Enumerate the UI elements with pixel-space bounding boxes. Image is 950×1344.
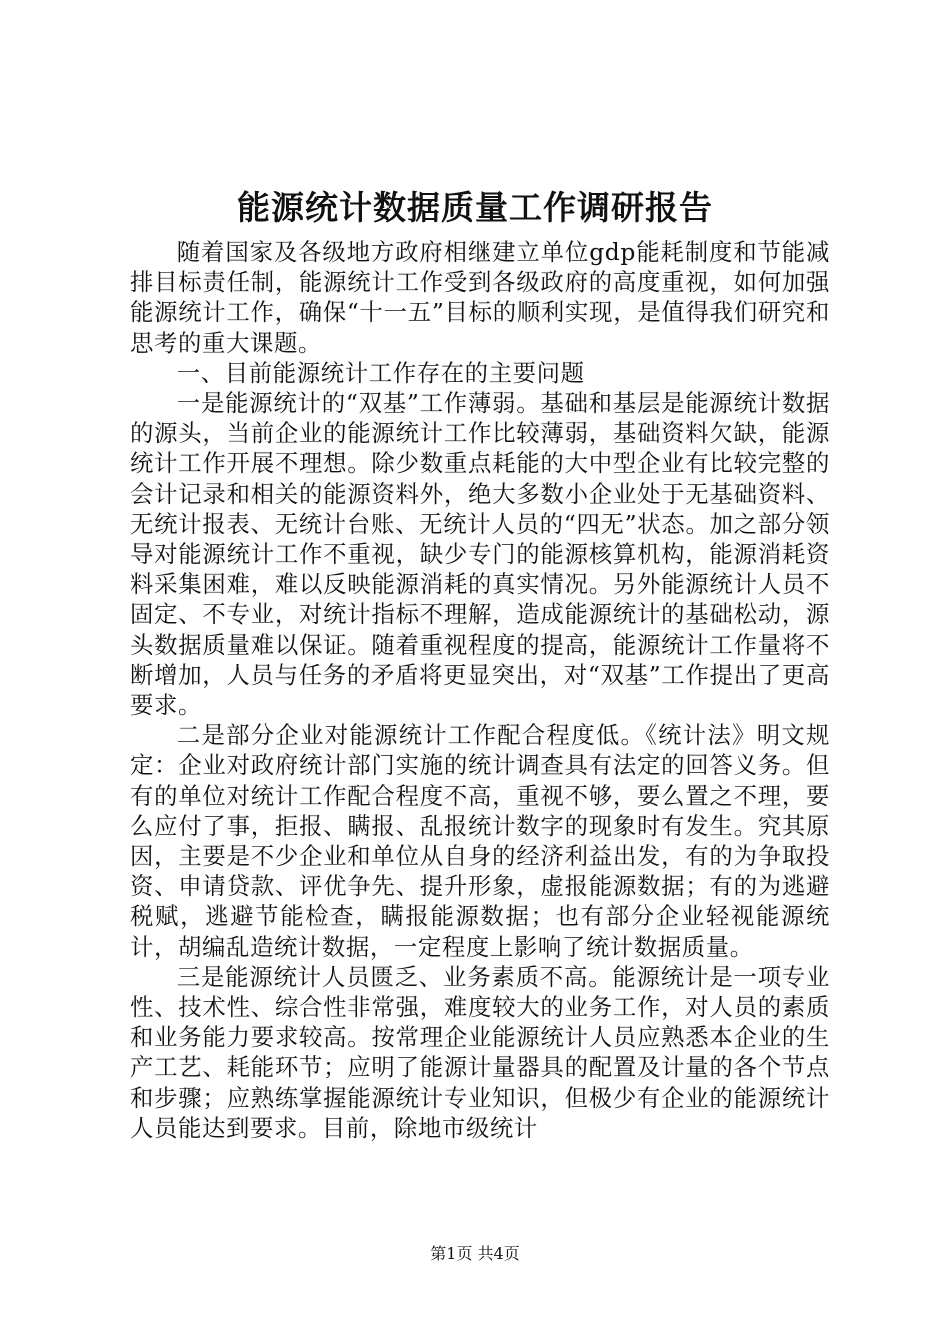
- intro-paragraph: 随着国家及各级地方政府相继建立单位gdp能耗制度和节能减排目标责任制，能源统计工作受到各级政府的高度重视，如何加强能源统计工作，确保“十一五”目标的顺利实现，是值得我们研究和思考的重大课题。: [130, 238, 830, 357]
- paragraph-point-two: 二是部分企业对能源统计工作配合程度低。《统计法》明文规定：企业对政府统计部门实施的统计调查具有法定的回答义务。但有的单位对统计工作配合程度不高，重视不够，要么置之不理，要么应付了事，拒报、瞒报、乱报统计数字的现象时有发生。究其原因，主要是不少企业和单位从自身的经济利益出发，有的为争取投资、申请贷款、评优争先、提升形象，虚报能源数据；有的为逃避税赋，逃避节能检查，瞒报能源数据；也有部分企业轻视能源统计，胡编乱造统计数据，一定程度上影响了统计数据质量。: [130, 721, 830, 961]
- document-body: [130, 237, 830, 1143]
- page-number-footer: 第1页 共4页: [430, 1244, 520, 1263]
- paragraph-point-one: 一是能源统计的“双基”工作薄弱。基础和基层是能源统计数据的源头，当前企业的能源统计工作比较薄弱，基础资料欠缺，能源统计工作开展不理想。除少数重点耗能的大中型企业有比较完整的会计记录和相关的能源资料外，绝大多数小企业处于无基础资料、无统计报表、无统计台账、无统计人员的“四无”状态。加之部分领导对能源统计工作不重视，缺少专门的能源核算机构，能源消耗资料采集困难，难以反映能源消耗的真实情况。另外能源统计人员不固定、不专业，对统计指标不理解，造成能源统计的基础松动，源头数据质量难以保证。随着重视程度的提高，能源统计工作量将不断增加，人员与任务的矛盾将更显突出，对“双基”工作提出了更高要求。: [130, 389, 830, 720]
- document-title: 能源统计数据质量工作调研报告: [237, 188, 713, 227]
- paragraph-point-three: 三是能源统计人员匮乏、业务素质不高。能源统计是一项专业性、技术性、综合性非常强，难度较大的业务工作，对人员的素质和业务能力要求较高。按常理企业能源统计人员应熟悉本企业的生产工艺、耗能环节；应明了能源计量器具的配置及计量的各个节点和步骤；应熟练掌握能源统计专业知识，但极少有企业的能源统计人员能达到要求。目前，除地市级统计: [130, 962, 830, 1142]
- section-heading: 一、目前能源统计工作存在的主要问题: [176, 358, 585, 387]
